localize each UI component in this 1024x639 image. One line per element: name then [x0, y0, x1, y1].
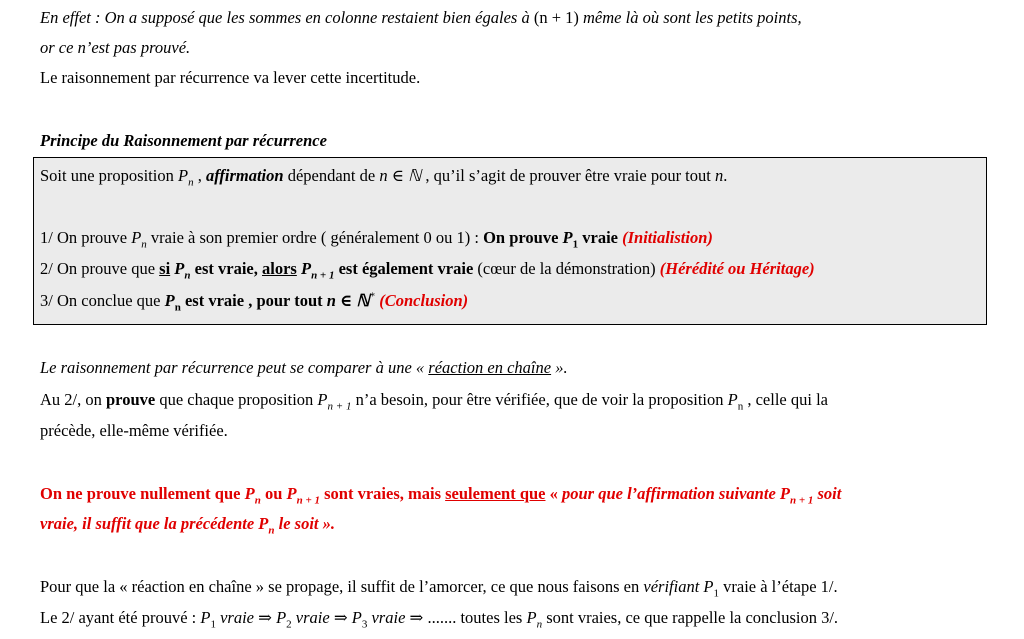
r4-P: P	[164, 291, 175, 310]
p2-text2: que chaque proposition	[155, 390, 318, 409]
r3-alors: alors	[262, 259, 297, 278]
r3-text: 2/ On prouve que	[40, 259, 160, 278]
intro-expr: (n + 1)	[533, 8, 579, 27]
p4-i1: 1	[210, 618, 216, 631]
box-row-2	[40, 228, 713, 251]
p4-v3: vraie	[367, 608, 410, 627]
r2-P: P	[131, 228, 142, 247]
implies-icon: ⇒	[258, 608, 272, 627]
r3-egalement: est également vraie	[334, 259, 474, 278]
p4-s2: P	[276, 608, 287, 627]
r3-si: si	[159, 259, 171, 278]
r1-text2: dépendant de	[283, 166, 380, 185]
r1-text3: , qu’il s’agit de prouver être vraie pour tout	[421, 166, 715, 185]
p2-text: Le raisonnement par récurrence peut se comparer à une «	[40, 358, 429, 377]
r2-text2: vraie à son premier ordre ( généralement 0 ou 1) :	[146, 228, 484, 247]
p3-sub2: n + 1	[296, 494, 320, 507]
intro-en-effet: En effet	[40, 8, 91, 27]
p2-sub2: n	[737, 400, 744, 413]
r1-affirmation: affirmation	[205, 166, 284, 185]
p2-text3: n’a besoin, pour être vérifiée, que de voir la proposition	[351, 390, 728, 409]
r3-heredite: (Hérédité ou Héritage)	[659, 259, 815, 278]
r2-sub: n	[141, 238, 147, 251]
p3-text3: vraie, il suffit que la précédente	[40, 514, 259, 533]
p3-P3: P	[779, 484, 790, 503]
r3-coeur: (cœur de la démonstration)	[473, 259, 660, 278]
r3-vraie: est vraie,	[190, 259, 262, 278]
p2-au: Au 2/, on	[40, 390, 106, 409]
p3-line-2	[40, 514, 336, 537]
r2-vraie: vraie	[578, 228, 623, 247]
p4-toutes: ....... toutes les	[423, 608, 527, 627]
p4-v1: vraie	[215, 608, 259, 627]
p2-line-1	[40, 358, 568, 378]
box-row-4	[40, 290, 469, 314]
p3-sub3: n + 1	[790, 494, 814, 507]
r2-bold: On prouve	[483, 228, 563, 247]
p3-sub: n	[254, 494, 261, 507]
r4-bold: est vraie , pour tout	[180, 291, 327, 310]
r1-set: n ∈ ℕ	[379, 166, 422, 185]
p3-P: P	[244, 484, 255, 503]
p4-s3: P	[351, 608, 362, 627]
p3-P4: P	[258, 514, 269, 533]
principle-box	[33, 157, 987, 325]
r1-P: P	[177, 166, 189, 185]
p2-line-3: précède, elle-même vérifiée.	[40, 421, 228, 440]
p4-line-1	[40, 577, 838, 600]
intro-line-2: or ce n’est pas prouvé.	[40, 38, 191, 57]
p3-P2: P	[286, 484, 297, 503]
p3-italic: pour que l’affirmation suivante	[562, 484, 780, 503]
r1-n: n	[714, 166, 724, 185]
p2-text4: , celle qui la	[743, 390, 828, 409]
intro-line-3: Le raisonnement par récurrence va lever cette incertitude.	[40, 68, 421, 87]
p4-sub: 1	[713, 587, 719, 600]
p3-text2: sont vraies, mais	[320, 484, 446, 503]
r4-conclusion: (Conclusion)	[379, 291, 469, 310]
p3-sub4: n	[268, 524, 275, 537]
r4-star: *	[369, 290, 376, 303]
p2-line-2	[40, 390, 828, 413]
p4-v2: vraie	[291, 608, 334, 627]
p4-P1: P	[703, 577, 714, 596]
p3-soit: soit	[813, 484, 842, 503]
p4-verifiant: vérifiant	[643, 577, 700, 596]
r2-text: 1/ On prouve	[40, 228, 132, 247]
p2-end: ».	[551, 358, 568, 377]
p4-i4: n	[536, 618, 543, 631]
r4-sub: n	[174, 301, 181, 314]
section-heading: Principe du Raisonnement par récurrence	[40, 131, 327, 150]
p3-end: le soit ».	[274, 514, 336, 533]
r2-P1: P	[562, 228, 573, 247]
p4-end: sont vraies, ce que rappelle la conclusion 3/.	[542, 608, 839, 627]
p2-reaction: réaction en chaîne	[428, 358, 552, 377]
r1-text: Soit une proposition	[40, 166, 178, 185]
p4-le2: Le 2/ ayant été prouvé :	[40, 608, 201, 627]
p4-s1: P	[200, 608, 211, 627]
intro-line-1	[40, 8, 802, 28]
p4-text: Pour que la « réaction en chaîne » se propage, il suffit de l’amorcer, ce que nous faisons en	[40, 577, 644, 596]
box-row-3	[40, 259, 815, 282]
implies-icon: ⇒	[409, 608, 424, 627]
r2-initialisation: (Initialistion)	[622, 228, 713, 247]
p3-seulement: seulement que	[445, 484, 546, 503]
intro-tail: même là où sont les petits points,	[578, 8, 802, 27]
r1-sep: ,	[193, 166, 206, 185]
p4-i2: 2	[286, 618, 292, 631]
p3-ou: ou	[260, 484, 287, 503]
r4-set: n ∈ ℕ	[326, 291, 370, 310]
p3-quote: «	[545, 484, 562, 503]
r4-text: 3/ On conclue que	[40, 291, 165, 310]
r3-sub2: n + 1	[311, 269, 335, 282]
p3-line-1	[40, 484, 842, 507]
p2-P2: P	[727, 390, 738, 409]
r2-sub1: 1	[572, 238, 579, 251]
p4-s4: P	[526, 608, 537, 627]
r1-dot: .	[723, 166, 728, 185]
r1-sub: n	[188, 176, 194, 189]
p4-i3: 3	[361, 618, 368, 631]
p2-P: P	[317, 390, 328, 409]
p2-sub: n + 1	[327, 400, 352, 413]
r3-P2: P	[300, 259, 312, 278]
p2-prouve: prouve	[106, 390, 156, 409]
r3-P: P	[174, 259, 185, 278]
box-row-1	[40, 166, 728, 189]
implies-icon: ⇒	[333, 608, 348, 627]
p4-line-2	[40, 608, 839, 631]
p4-text2: vraie à l’étape 1/.	[719, 577, 838, 596]
intro-text: : On a supposé que les sommes en colonne restaient bien égales à	[90, 8, 534, 27]
r3-sub: n	[184, 269, 191, 282]
p3-text: On ne prouve nullement que	[40, 484, 245, 503]
